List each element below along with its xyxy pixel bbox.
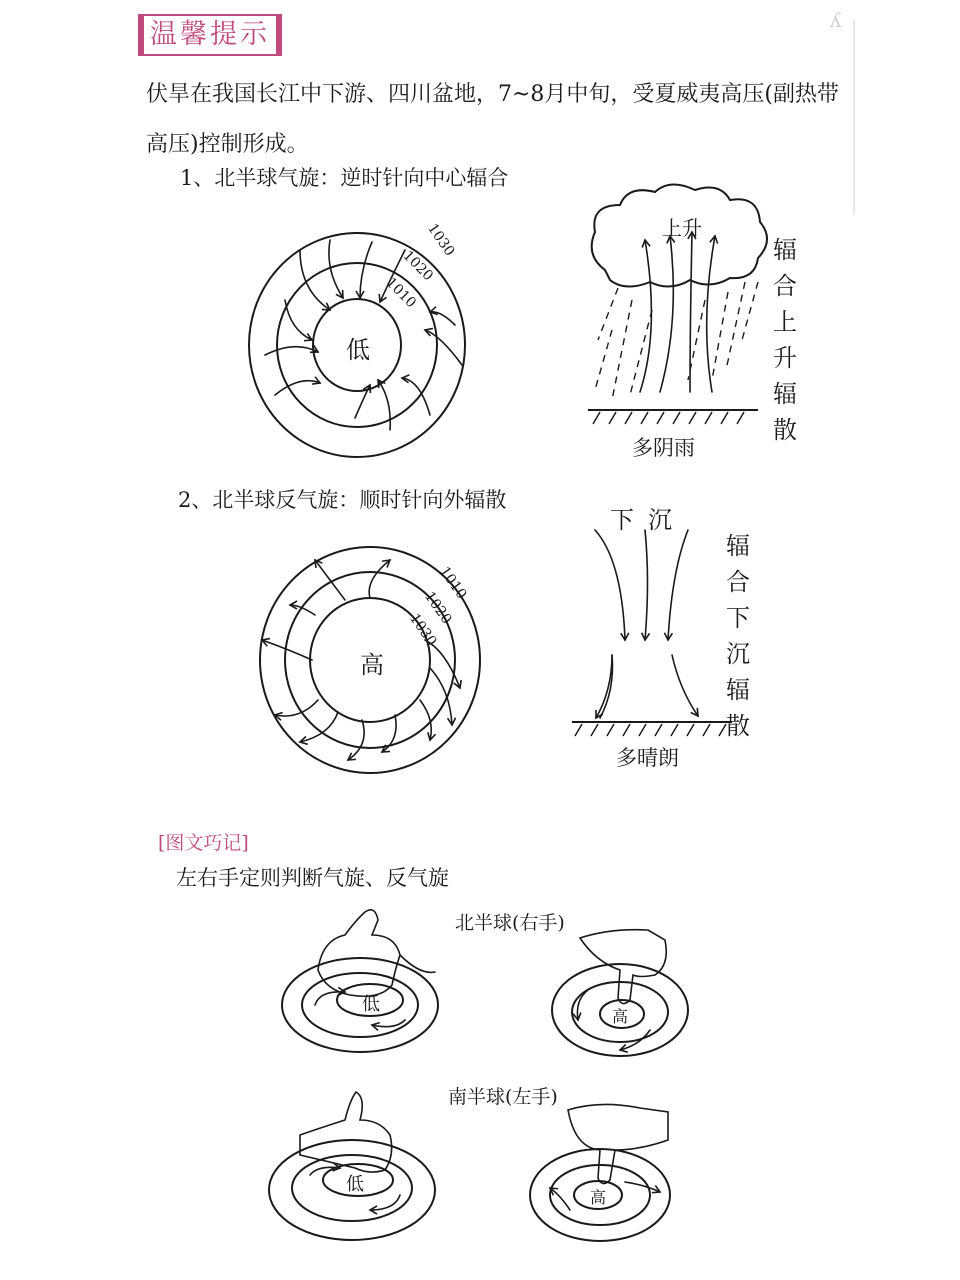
- north-high-label: 高: [612, 1007, 629, 1026]
- anticyclone-center-label: 高: [360, 651, 384, 679]
- memory-tag: [图文巧记]: [158, 832, 249, 854]
- anticyclone-isobar-1030: 1030: [406, 610, 440, 650]
- cyclone-isobar-1030: 1030: [424, 220, 458, 260]
- cyclone-center-label: 低: [346, 336, 370, 364]
- north-hemisphere-label: 北半球(右手): [455, 912, 565, 934]
- downdraft-top-label: 下沉: [610, 506, 686, 534]
- intro-paragraph: 伏旱在我国长江中下游、四川盆地，7~8月中旬，受夏威夷高压(副热带高压)控制形成。: [146, 82, 840, 157]
- south-high-hand-diagram: [530, 1104, 670, 1241]
- downdraft-diagram: [572, 530, 732, 736]
- anticyclone-heading: 2、北半球反气旋：顺时针向外辐散: [178, 488, 507, 512]
- anticyclone-weather-caption: 多晴朗: [616, 746, 679, 770]
- cyclone-isobar-1010: 1010: [382, 274, 420, 312]
- north-low-label: 低: [362, 994, 380, 1015]
- south-high-label: 高: [590, 1188, 607, 1207]
- north-high-hand-diagram: [552, 930, 688, 1056]
- margin-hook-mark: ʎ: [830, 8, 842, 32]
- south-low-hand-diagram: [269, 1092, 435, 1240]
- tip-label: 温馨提示: [138, 14, 282, 56]
- anticyclone-isobar-1010: 1010: [436, 563, 470, 603]
- updraft-cloud-label: 上升: [662, 216, 702, 240]
- anticyclone-isobar-1020: 1020: [421, 588, 455, 628]
- cyclone-vertical-note: 辐 合 上 升 辐 散: [773, 236, 797, 444]
- cyclone-heading: 1、北半球气旋：逆时针向中心辐合: [180, 166, 509, 190]
- cyclone-isobar-1020: 1020: [399, 247, 437, 285]
- anticyclone-vertical-note: 辐 合 下 沉 辐 散: [726, 532, 750, 740]
- north-low-hand-diagram: [282, 910, 438, 1052]
- memory-subtitle: 左右手定则判断气旋、反气旋: [176, 866, 449, 890]
- south-low-label: 低: [346, 1174, 364, 1195]
- cyclone-weather-caption: 多阴雨: [632, 436, 695, 460]
- south-hemisphere-label: 南半球(左手): [448, 1086, 558, 1108]
